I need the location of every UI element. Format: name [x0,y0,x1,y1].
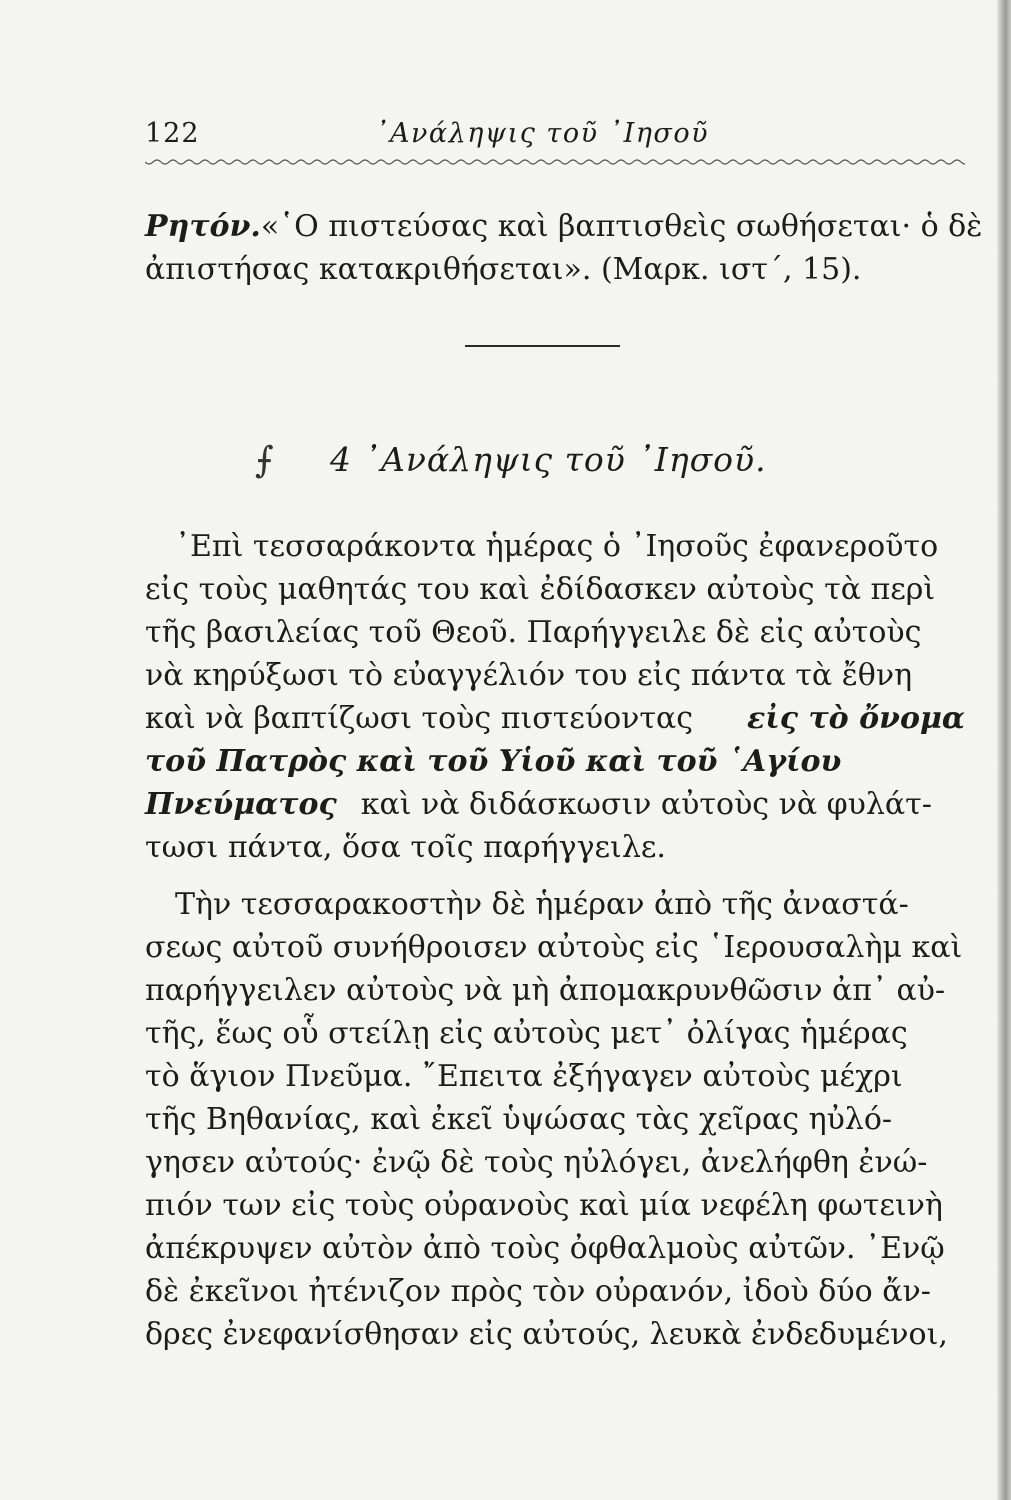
page-edge-shadow [997,0,1011,1500]
paragraph-2 [145,883,965,1356]
paragraph-1-line: τῆς βασιλείας τοῦ Θεοῦ. Παρήγγειλε δὲ εἰς αὐτοὺς [145,615,922,650]
margin-pencil-mark: ⨍ [255,440,274,481]
running-title: ᾿Ανάληψις τοῦ ᾿Ιησοῦ [375,118,710,149]
paragraph-1-line: νὰ κηρύξωσι τὸ εὐαγγέλιόν του εἰς πάντα τὰ ἔθνη [145,658,913,693]
paragraph-2-line: παρήγγειλεν αὐτοὺς νὰ μὴ ἀπομακρυνθῶσιν ἀπ᾿ αὐ- [145,973,946,1008]
rheton-block [145,205,983,291]
paragraph-2-line: γησεν αὐτούς· ἐνῷ δὲ τοὺς ηὐλόγει, ἀνελήφθη ἐνώ- [145,1145,928,1180]
section-title: 4 ᾿Ανάληψις τοῦ ᾿Ιησοῦ. [330,440,767,479]
emphasis-formula: εἰς τὸ ὄνομα [747,701,965,736]
section-heading [255,440,815,490]
rheton-line-1: «῾Ο πιστεύσας καὶ βαπτισθεὶς σωθήσεται· ὁ δὲ [260,209,983,244]
emphasis-formula: Πνεύματος [145,787,337,822]
paragraph-2-line: Τὴν τεσσαρακοστὴν δὲ ἡμέραν ἀπὸ τῆς ἀναστά- [175,887,909,922]
paragraph-2-line: τὸ ἅγιον Πνεῦμα. ῎Επειτα ἐξήγαγεν αὐτοὺς μέχρι [145,1059,903,1094]
paragraph-1-line: καὶ νὰ βαπτίζωσι τοὺς πιστεύοντας [145,701,694,736]
rheton-label: Ρητόν. [145,209,261,244]
paragraph-2-line: πιόν των εἰς τοὺς οὐρανοὺς καὶ μία νεφέλη φωτεινὴ [145,1188,943,1223]
section-divider [465,345,620,347]
paragraph-1 [145,525,965,869]
paragraph-1-line: εἰς τοὺς μαθητάς του καὶ ἐδίδασκεν αὐτοὺς τὰ περὶ [145,572,936,607]
paragraph-2-line: ἀπέκρυψεν αὐτὸν ἀπὸ τοὺς ὀφθαλμοὺς αὐτῶν. ᾿Ενῷ [145,1231,945,1266]
paragraph-1-line: καὶ νὰ διδάσκωσιν αὐτοὺς νὰ φυλάτ- [360,787,932,822]
header-wavy-rule [145,156,965,168]
page-number: 122 [145,118,200,149]
emphasis-formula: τοῦ Πατρὸς καὶ τοῦ Υἱοῦ καὶ τοῦ ῾Αγίου [145,744,842,779]
paragraph-2-line: τῆς, ἕως οὗ στείλῃ εἰς αὐτοὺς μετ᾿ ὀλίγας ἡμέρας [145,1016,908,1051]
paragraph-1-line: ᾿Επὶ τεσσαράκοντα ἡμέρας ὁ ᾿Ιησοῦς ἐφανεροῦτο [175,529,939,564]
rheton-line-2: ἀπιστήσας κατακριθήσεται». (Μαρκ. ιστ΄, 15). [145,252,862,287]
page-header [145,118,965,158]
paragraph-1-line: τωσι πάντα, ὅσα τοῖς παρήγγειλε. [145,830,666,865]
paragraph-2-line: δρες ἐνεφανίσθησαν εἰς αὐτούς, λευκὰ ἐνδεδυμένοι, [145,1317,948,1352]
paragraph-2-line: σεως αὐτοῦ συνήθροισεν αὐτοὺς εἰς ῾Ιερουσαλὴμ καὶ [145,930,963,965]
paragraph-2-line: τῆς Βηθανίας, καὶ ἐκεῖ ὑψώσας τὰς χεῖρας ηὐλό- [145,1102,893,1137]
paragraph-2-line: δὲ ἐκεῖνοι ἠτένιζον πρὸς τὸν οὐρανόν, ἰδοὺ δύο ἄν- [145,1274,931,1309]
